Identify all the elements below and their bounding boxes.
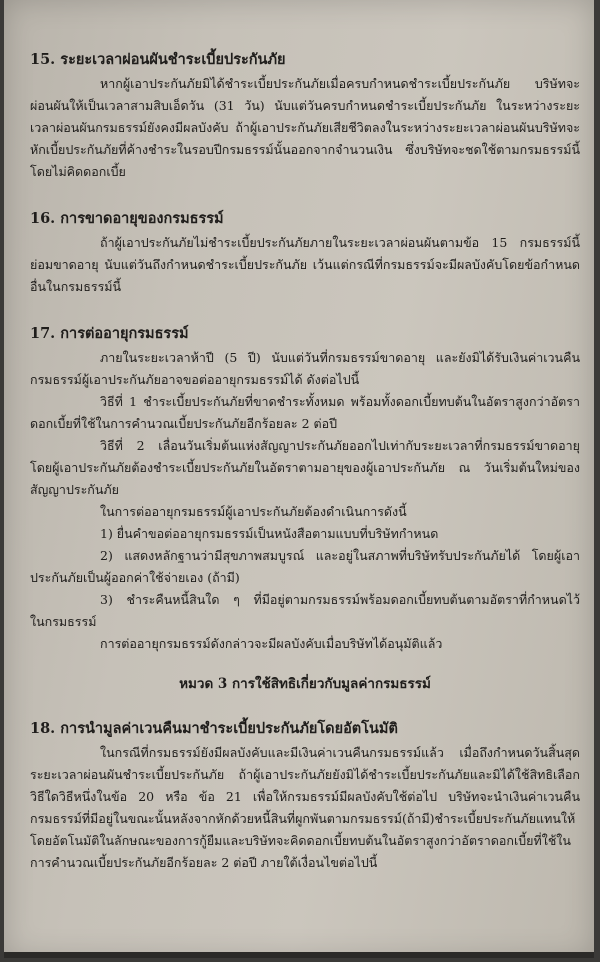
page-bottom-edge — [4, 952, 594, 958]
section-15-heading: 15. ระยะเวลาผ่อนผันชำระเบี้ยประกันภัย — [30, 51, 286, 68]
section-18-paragraph: ในกรณีที่กรมธรรม์ยังมีผลบังคับและมีเงินค่าเวนคืนกรมธรรม์แล้ว เมื่อถึงกำหนดวันสิ้นสุดระยะเวลาผ่อนผันชำระเบี้ยประกันภัย ถ้าผู้เอาประกันภัยยังมิได้ชำระเบี้ยประกันภัยและมิได้ใช้สิทธิเลือกวิธีใดวิธีหนึ่งในข้อ 20 หรือ ข้อ 21 เพื่อให้กรมธรรม์มีผลบังคับใช้ต่อไป บริษัทจะนำเงินค่าเวนคืนกรมธรรม์ที่มีอยู่ในขณะนั้นหลังจากหักด้วยหนี้สินที่ผูกพันตามกรมธรรม์(ถ้ามี)ชำระเบี้ยประกันภัยแทนให้โดยอัตโนมัติในลักษณะของการกู้ยืมและบริษัทจะคิดดอกเบี้ยทบต้นในอัตราสูงกว่าอัตราดอกเบี้ยที่ใช้ใน การคำนวณเบี้ยประกันภัยอีกร้อยละ 2 ต่อปี ภายใต้เงื่อนไขต่อไปนี้ — [30, 745, 580, 870]
section-16-paragraph: ถ้าผู้เอาประกันภัยไม่ชำระเบี้ยประกันภัยภายในระยะเวลาผ่อนผันตามข้อ 15 กรมธรรม์นี้ย่อมขาดอายุ นับแต่วันถึงกำหนดชำระเบี้ยประกันภัย เว้นแต่กรณีที่กรมธรรม์จะมีผลบังคับโดยข้อกำหนดอื่นในกรมธรรม์นี้ — [30, 235, 580, 294]
section-16-heading: 16. การขาดอายุของกรมธรรม์ — [30, 210, 224, 227]
section-15-paragraph: หากผู้เอาประกันภัยมิได้ชำระเบี้ยประกันภัยเมื่อครบกำหนดชำระเบี้ยประกันภัย บริษัทจะผ่อนผันให้เป็นเวลาสามสิบเอ็ดวัน (31 วัน) นับแต่วันครบกำหนดชำระเบี้ยประกันภัย ในระหว่างระยะเวลาผ่อนผันกรมธรรม์ยังคงมีผลบังคับ ถ้าผู้เอาประกันภัยเสียชีวิตลงในระหว่างระยะเวลาผ่อนผันบริษัทจะหักเบี้ยประกันภัยที่ค้างชำระในรอบปีกรมธรรม์นั้นออกจากจำนวนเงิน ซึ่งบริษัทจะชดใช้ตามกรมธรรม์นี้ โดยไม่คิดดอกเบี้ย — [30, 76, 580, 179]
section-17-condition-3: 3) ชำระคืนหนี้สินใด ๆ ที่มีอยู่ตามกรมธรรม์พร้อมดอกเบี้ยทบต้นตามอัตราที่กำหนดไว้ในกรมธรรม์ — [30, 592, 580, 629]
section-16 — [30, 209, 580, 298]
section-17-heading: 17. การต่ออายุกรมธรรม์ — [30, 325, 189, 342]
section-17-paragraph: ภายในระยะเวลาห้าปี (5 ปี) นับแต่วันที่กรมธรรม์ขาดอายุ และยังมิได้รับเงินค่าเวนคืนกรมธรรม์ผู้เอาประกันภัยอาจขอต่ออายุกรมธรรม์ได้ ดังต่อไปนี้ — [30, 350, 580, 387]
section-17-method-1: วิธีที่ 1 ชำระเบี้ยประกันภัยที่ขาดชำระทั้งหมด พร้อมทั้งดอกเบี้ยทบต้นในอัตราสูงกว่าอัตราดอกเบี้ยที่ใช้ในการคำนวณเบี้ยประกันภัยอีกร้อยละ 2 ต่อปี — [30, 394, 580, 431]
chapter-3-title: หมวด 3 การใช้สิทธิเกี่ยวกับมูลค่ากรมธรรม์ — [179, 676, 431, 692]
section-17-conditions-intro: ในการต่ออายุกรมธรรม์ผู้เอาประกันภัยต้องดำเนินการดังนี้ — [100, 504, 407, 519]
section-17 — [30, 324, 580, 655]
section-15 — [30, 50, 580, 183]
section-17-condition-1: 1) ยื่นคำขอต่ออายุกรมธรรม์เป็นหนังสือตามแบบที่บริษัทกำหนด — [100, 526, 439, 541]
section-17-condition-2: 2) แสดงหลักฐานว่ามีสุขภาพสมบูรณ์ และอยู่ในสภาพที่บริษัทรับประกันภัยได้ โดยผู้เอาประกันภัยเป็นผู้ออกค่าใช้จ่ายเอง (ถ้ามี) — [30, 548, 580, 585]
section-17-method-2: วิธีที่ 2 เลื่อนวันเริ่มต้นแห่งสัญญาประกันภัยออกไปเท่ากับระยะเวลาที่กรมธรรม์ขาดอายุ โดยผู้เอาประกันภัยต้องชำระเบี้ยประกันภัยในอัตราตามอายุของผู้เอาประกันภัย ณ วันเริ่มต้นใหม่ของสัญญาประกันภัย — [30, 438, 580, 497]
document-page — [4, 0, 594, 958]
section-17-effect: การต่ออายุกรมธรรม์ดังกล่าวจะมีผลบังคับเมื่อบริษัทได้อนุมัติแล้ว — [100, 636, 443, 651]
section-18 — [30, 719, 580, 874]
section-18-heading: 18. การนำมูลค่าเวนคืนมาชำระเบี้ยประกันภัยโดยอัตโนมัติ — [30, 720, 398, 737]
